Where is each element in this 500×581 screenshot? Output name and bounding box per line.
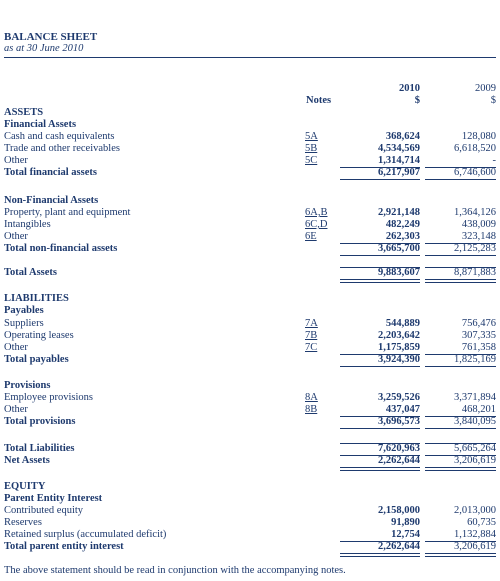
value-2009: 128,080 (461, 131, 496, 142)
note-reference-link[interactable]: 5B (305, 143, 318, 154)
total-row (0, 443, 500, 455)
row-label: Total financial assets (4, 167, 97, 178)
total-row (0, 541, 500, 553)
row-label: Other (4, 342, 28, 353)
value-2010: 2,921,148 (378, 207, 420, 218)
row-label: Cash and cash equivalents (4, 131, 115, 142)
subtotal-rule (340, 455, 420, 456)
section-heading (0, 119, 500, 131)
note-reference-link[interactable]: 8A (305, 392, 318, 403)
total-row (0, 243, 500, 255)
line-item-row (0, 404, 500, 416)
value-2009: 307,335 (461, 330, 496, 341)
subtotal-rule (425, 255, 496, 256)
line-item-row (0, 392, 500, 404)
subtotal-rule (425, 366, 496, 367)
section-heading (0, 380, 500, 392)
value-2009: 8,871,883 (454, 267, 496, 278)
note-reference-link[interactable]: 6A,B (305, 207, 328, 218)
row-label: Total provisions (4, 416, 76, 427)
subtotal-rule (425, 443, 496, 444)
row-label: Payables (4, 305, 44, 316)
subtotal-rule (340, 541, 420, 542)
note-reference-link[interactable]: 7B (305, 330, 318, 341)
value-2009: 3,371,894 (454, 392, 496, 403)
section-heading (0, 293, 500, 305)
row-label: Total non-financial assets (4, 243, 118, 254)
note-reference-link[interactable]: 5A (305, 131, 318, 142)
line-item-row (0, 231, 500, 243)
value-2009: 2,125,283 (454, 243, 496, 254)
row-label: Provisions (4, 380, 51, 391)
subtotal-rule (340, 255, 420, 256)
value-2010: 262,303 (385, 231, 420, 242)
line-item-row (0, 529, 500, 541)
row-label: Property, plant and equipment (4, 207, 131, 218)
double-underline (425, 467, 496, 471)
double-underline (425, 553, 496, 557)
row-label: LIABILITIES (4, 293, 69, 304)
row-label: ASSETS (4, 107, 44, 118)
total-row (0, 167, 500, 179)
value-2010: 3,696,573 (378, 416, 420, 427)
subtotal-rule (425, 455, 496, 456)
year-2009-header: 2009 (475, 83, 496, 94)
value-2010: 437,047 (385, 404, 420, 415)
section-heading (0, 493, 500, 505)
row-label: Parent Entity Interest (4, 493, 103, 504)
note-reference-link[interactable]: 7A (305, 318, 318, 329)
line-item-row (0, 318, 500, 330)
total-row (0, 455, 500, 467)
value-2010: 3,665,700 (378, 243, 420, 254)
value-2009: 3,206,619 (454, 455, 496, 466)
row-label: EQUITY (4, 481, 46, 492)
row-label: Non-Financial Assets (4, 195, 99, 206)
note-reference-link[interactable]: 7C (305, 342, 318, 353)
value-2010: 91,890 (391, 517, 420, 528)
value-2010: 4,534,569 (378, 143, 420, 154)
row-label: Total Assets (4, 267, 57, 278)
section-heading (0, 481, 500, 493)
value-2009: 1,132,884 (454, 529, 496, 540)
subtotal-rule (425, 243, 496, 244)
value-2009: 756,476 (461, 318, 496, 329)
value-2009: 323,148 (461, 231, 496, 242)
value-2010: 2,262,644 (378, 455, 420, 466)
line-item-row (0, 342, 500, 354)
value-2009: 60,735 (467, 517, 496, 528)
row-label: Total payables (4, 354, 69, 365)
total-row (0, 267, 500, 279)
line-item-row (0, 131, 500, 143)
row-label: Financial Assets (4, 119, 77, 130)
row-label: Other (4, 155, 28, 166)
page-title: BALANCE SHEET (4, 31, 98, 43)
row-label: Total parent entity interest (4, 541, 124, 552)
line-item-row (0, 219, 500, 231)
value-2009: 3,840,095 (454, 416, 496, 427)
double-underline (340, 553, 420, 557)
page-subtitle: as at 30 June 2010 (4, 43, 84, 54)
row-label: Total Liabilities (4, 443, 75, 454)
subtotal-rule (340, 428, 420, 429)
value-2009: 1,825,169 (454, 354, 496, 365)
value-2009: 438,009 (461, 219, 496, 230)
row-label: Contributed equity (4, 505, 84, 516)
value-2009: 5,665,264 (454, 443, 496, 454)
section-heading (0, 195, 500, 207)
double-underline (340, 279, 420, 283)
value-2010: 3,924,390 (378, 354, 420, 365)
value-2010: 3,259,526 (378, 392, 420, 403)
unit-2009-header: $ (490, 95, 496, 106)
subtotal-rule (425, 428, 496, 429)
value-2009: 6,746,600 (454, 167, 496, 178)
section-heading (0, 305, 500, 317)
value-2010: 2,262,644 (378, 541, 420, 552)
subtotal-rule (340, 243, 420, 244)
value-2009: 2,013,000 (454, 505, 496, 516)
subtotal-rule (340, 443, 420, 444)
value-2009: 6,618,520 (454, 143, 496, 154)
value-2009: 1,364,126 (454, 207, 496, 218)
row-label: Suppliers (4, 318, 44, 329)
subtotal-rule (425, 354, 496, 355)
value-2010: 2,158,000 (378, 505, 420, 516)
line-item-row (0, 143, 500, 155)
footnote: The above statement should be read in conjunction with the accompanying notes. (4, 565, 346, 576)
value-2010: 9,883,607 (378, 267, 420, 278)
value-2010: 2,203,642 (378, 330, 420, 341)
value-2010: 7,620,963 (378, 443, 420, 454)
row-label: Retained surplus (accumulated deficit) (4, 529, 167, 540)
unit-2010-header: $ (414, 95, 420, 106)
line-item-row (0, 517, 500, 529)
total-row (0, 416, 500, 428)
subtotal-rule (425, 167, 496, 168)
subtotal-rule (340, 167, 420, 168)
double-underline (340, 467, 420, 471)
note-reference-link[interactable]: 6C,D (305, 219, 328, 230)
line-item-row (0, 330, 500, 342)
row-label: Net Assets (4, 455, 50, 466)
section-heading (0, 107, 500, 119)
year-2010-header: 2010 (399, 83, 420, 94)
value-2010: 368,624 (385, 131, 420, 142)
value-2009: 761,358 (461, 342, 496, 353)
row-label: Other (4, 231, 28, 242)
subtotal-rule (340, 416, 420, 417)
row-label: Trade and other receivables (4, 143, 120, 154)
value-2010: 482,249 (385, 219, 420, 230)
value-2010: 544,889 (385, 318, 420, 329)
subtotal-rule (425, 179, 496, 180)
notes-column-header: Notes (306, 95, 332, 106)
row-label: Operating leases (4, 330, 74, 341)
value-2009: 468,201 (461, 404, 496, 415)
line-item-row (0, 505, 500, 517)
subtotal-rule (425, 416, 496, 417)
subtotal-rule (340, 267, 420, 268)
row-label: Employee provisions (4, 392, 93, 403)
subtotal-rule (340, 354, 420, 355)
value-2010: 1,314,714 (378, 155, 420, 166)
row-label: Reserves (4, 517, 42, 528)
note-reference-link[interactable]: 5C (305, 155, 318, 166)
value-2009: 3,206,619 (454, 541, 496, 552)
subtotal-rule (425, 267, 496, 268)
subtotal-rule (340, 179, 420, 180)
note-reference-link[interactable]: 6E (305, 231, 317, 242)
double-underline (425, 279, 496, 283)
line-item-row (0, 155, 500, 167)
subtotal-rule (425, 541, 496, 542)
row-label: Other (4, 404, 28, 415)
value-2010: 12,754 (391, 529, 420, 540)
value-2009: - (492, 155, 496, 166)
value-2010: 1,175,859 (378, 342, 420, 353)
note-reference-link[interactable]: 8B (305, 404, 318, 415)
value-2010: 6,217,907 (378, 167, 420, 178)
line-item-row (0, 207, 500, 219)
row-label: Intangibles (4, 219, 51, 230)
title-rule (4, 57, 496, 58)
subtotal-rule (340, 366, 420, 367)
total-row (0, 354, 500, 366)
